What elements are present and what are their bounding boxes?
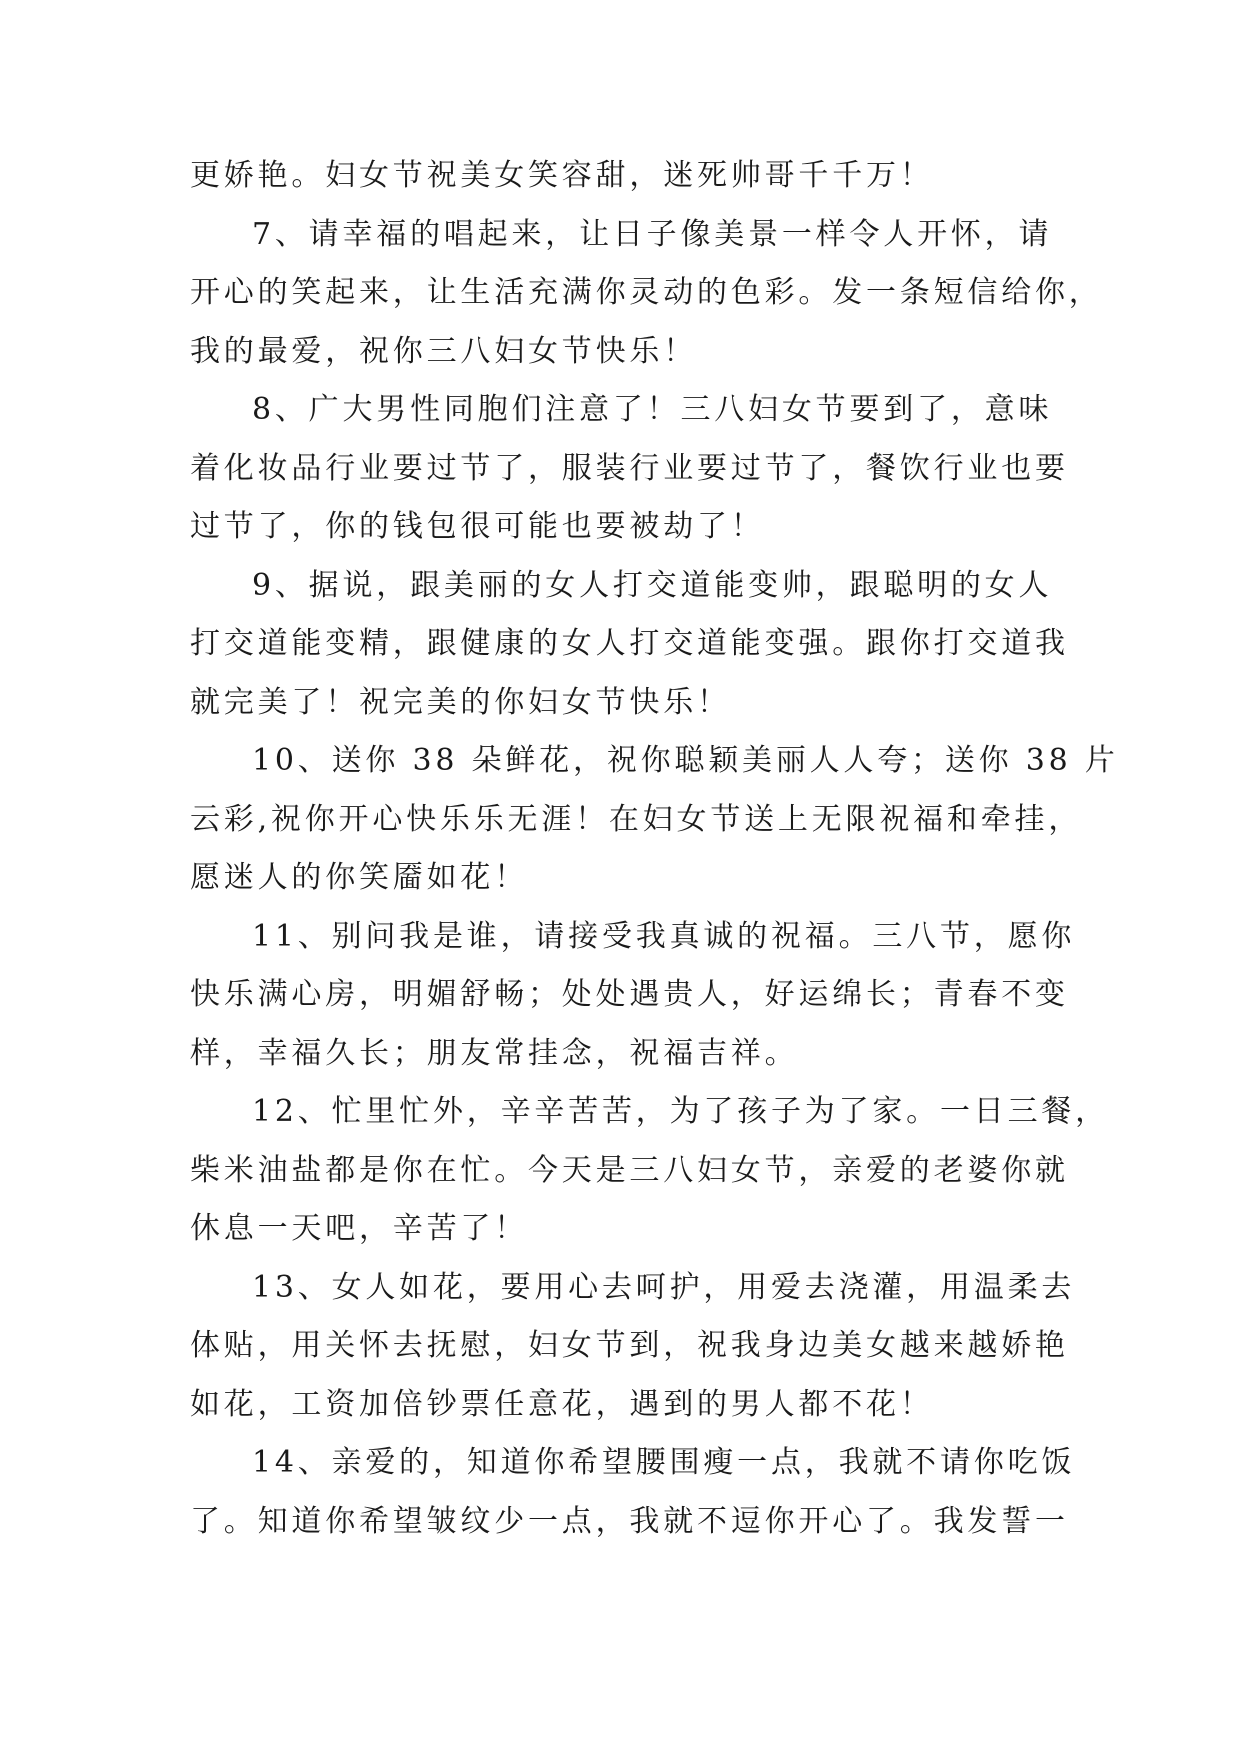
paragraph-13-line-3: 如花，工资加倍钞票任意花，遇到的男人都不花！: [190, 1386, 934, 1422]
paragraph-10-line-2: 云彩,祝你开心快乐乐无涯！在妇女节送上无限祝福和牵挂，: [190, 801, 1083, 837]
paragraph-7-line-3: 我的最爱，祝你三八妇女节快乐！: [190, 333, 697, 369]
paragraph-14-line-2: 了。知道你希望皱纹少一点，我就不逗你开心了。我发誓一: [190, 1503, 1069, 1539]
paragraph-12-line-3: 休息一天吧，辛苦了！: [190, 1211, 528, 1246]
paragraph-10-line-1: 10、送你 38 朵鲜花，祝你聪颖美丽人人夸；送你 38 片: [252, 743, 1119, 778]
paragraph-7-line-1: 7、请幸福的唱起来，让日子像美景一样令人开怀，请: [252, 216, 1053, 252]
paragraph-11-line-2: 快乐满心房，明媚舒畅；处处遇贵人，好运绵长；青春不变: [190, 977, 1069, 1012]
text-line: 更娇艳。妇女节祝美女笑容甜，迷死帅哥千千万！: [190, 158, 934, 193]
paragraph-11-line-1: 11、别问我是谁，请接受我真诚的祝福。三八节，愿你: [252, 918, 1076, 954]
paragraph-8-line-2: 着化妆品行业要过节了，服装行业要过节了，餐饮行业也要: [190, 450, 1069, 486]
paragraph-9-line-3: 就完美了！祝完美的你妇女节快乐！: [190, 684, 731, 720]
paragraph-10-line-3: 愿迷人的你笑靥如花！: [190, 860, 528, 895]
document-body: [190, 150, 1119, 1554]
paragraph-13-line-1: 13、女人如花，要用心去呵护，用爱去浇灌，用温柔去: [252, 1269, 1076, 1305]
paragraph-14-line-1: 14、亲爱的，知道你希望腰围瘦一点，我就不请你吃饭: [252, 1445, 1076, 1480]
paragraph-8-line-1: 8、广大男性同胞们注意了！三八妇女节要到了，意味: [252, 392, 1053, 427]
paragraph-12-line-2: 柴米油盐都是你在忙。今天是三八妇女节，亲爱的老婆你就: [190, 1152, 1069, 1188]
paragraph-13-line-2: 体贴，用关怀去抚慰，妇女节到，祝我身边美女越来越娇艳: [190, 1328, 1069, 1363]
paragraph-9-line-1: 9、据说，跟美丽的女人打交道能变帅，跟聪明的女人: [252, 567, 1053, 603]
paragraph-8-line-3: 过节了，你的钱包很可能也要被劫了！: [190, 509, 765, 544]
paragraph-9-line-2: 打交道能变精，跟健康的女人打交道能变强。跟你打交道我: [190, 626, 1069, 661]
paragraph-11-line-3: 样，幸福久长；朋友常挂念，祝福吉祥。: [190, 1035, 799, 1071]
paragraph-7-line-2: 开心的笑起来，让生活充满你灵动的色彩。发一条短信给你，: [190, 275, 1103, 310]
paragraph-12-line-1: 12、忙里忙外，辛辛苦苦，为了孩子为了家。一日三餐，: [252, 1094, 1109, 1129]
